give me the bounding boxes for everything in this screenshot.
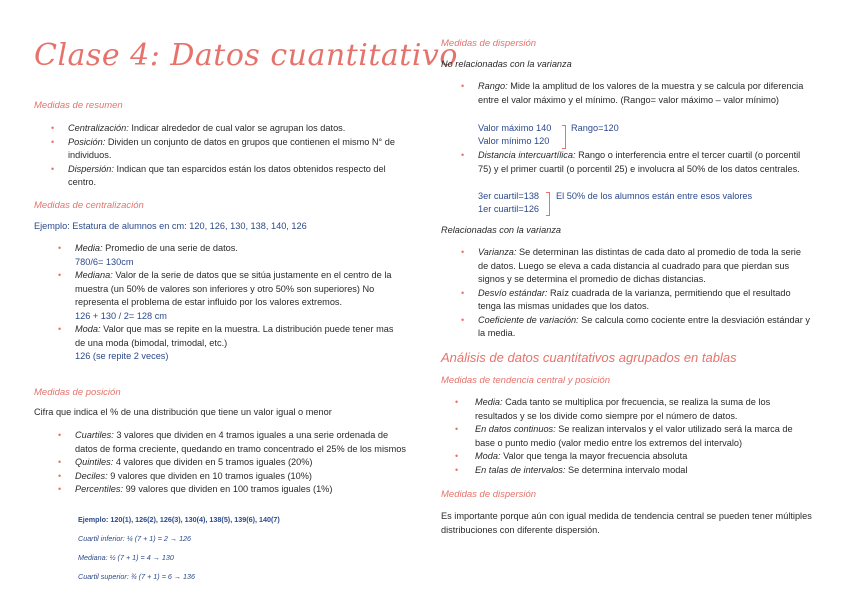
resumen-heading: Medidas de resumen <box>34 100 123 111</box>
valor-max: Valor máximo 140 <box>478 123 552 133</box>
list-item: • En datos continuos: Se realizan intervalos y el valor utilizado será la marca de base o punto medio (valor medio entre los extremos del intervalo) <box>455 424 793 448</box>
example-line: Cuartil inferior: ¼ (7 + 1) = 2 → 126 <box>78 534 192 543</box>
dist-list <box>461 149 813 176</box>
list-item: • Coeficiente de variación: Se calcula como cociente entre la desviación estándar y la media. <box>461 314 810 338</box>
list-item: • Media: Promedio de una serie de datos. 780/6= 130cm <box>58 243 238 267</box>
list-item: • Mediana: Valor de la serie de datos que se sitúa justamente en el centro de la muestra (un 50% de valores son inferiores y otro 50% son superiores) No representa el problema de estar influido por los valores extremos. 126 + 130 / 2= 128 cm <box>58 270 392 321</box>
page-title: Clase 4: Datos cuantitativo <box>34 38 458 73</box>
list-item: • Cuartiles: 3 valores que dividen en 4 tramos iguales a una serie ordenada de datos de forma creciente, quedando en tramo concentrado el 25% de los mismos <box>58 430 406 454</box>
centralizacion-list <box>58 242 406 364</box>
list-item: • Varianza: Se determinan las distintas de cada dato al promedio de toda la serie de datos. Luego se eleva a cada distancia al cuadrado para que pierdan sus signos y se determina el promedio de dichas distancias. <box>461 247 801 284</box>
q1-value: 1er cuartil=126 <box>478 204 540 214</box>
no-rel-heading: No relacionadas con la varianza <box>441 59 572 69</box>
dispersion2-heading: Medidas de dispersión <box>441 489 537 500</box>
list-item: • Percentiles: 99 valores que dividen en 100 tramos iguales (1%) <box>58 484 333 494</box>
list-item: • Media: Cada tanto se multiplica por frecuencia, se realiza la suma de los resultados y se los divide como siempre por el número de datos. <box>455 397 771 421</box>
list-item: • En talas de intervalos: Se determina intervalo modal <box>455 464 688 475</box>
agrupados-heading: Análisis de datos cuantitativos agrupados en tablas <box>441 350 737 365</box>
list-item: • Moda: Valor que tenga la mayor frecuencia absoluta <box>455 451 688 461</box>
list-item: • Quintiles: 4 valores que dividen en 5 tramos iguales (20%) <box>58 457 313 467</box>
final-text: Es importante porque aún con igual medida de tendencia central se pueden tener múltiples distribuciones con diferente dispersión. <box>441 511 812 535</box>
valor-min: Valor mínimo 120 <box>478 136 550 146</box>
q-note: El 50% de los alumnos están entre esos valores <box>556 191 753 201</box>
dispersion-heading: Medidas de dispersión <box>441 38 537 49</box>
posicion-list <box>58 429 408 497</box>
rel-heading: Relacionadas con la varianza <box>441 225 562 235</box>
example-line: Mediana: ½ (7 + 1) = 4 → 130 <box>78 553 174 562</box>
list-item: • Centralización: Indicar alrededor de cual valor se agrupan los datos. <box>51 123 346 133</box>
rango-brace <box>562 125 566 149</box>
list-item: • Rango: Mide la amplitud de los valores de la muestra y se calcula por diferencia entre el valor máximo y el mínimo. (Rango= valor máximo – valor mínimo) <box>461 81 804 105</box>
ejemplo-text: Ejemplo: Estatura de alumnos en cm: 120, 126, 130, 138, 140, 126 <box>34 221 307 231</box>
no-rel-list <box>461 80 813 107</box>
rel-list <box>461 246 813 341</box>
example-line: Ejemplo: 120(1), 126(2), 126(3), 130(4), 138(5), 139(6), 140(7) <box>78 515 280 524</box>
list-item: • Deciles: 9 valores que dividen en 10 tramos iguales (10%) <box>58 470 312 481</box>
rango-result: Rango=120 <box>571 123 619 133</box>
list-item: • Posición: Dividen un conjunto de datos en grupos que contienen el mismo N° de individuos. <box>51 136 395 160</box>
tendencia-list <box>455 396 813 477</box>
posicion-intro: Cifra que indica el % de una distribución que tiene un valor igual o menor <box>34 407 332 417</box>
q-brace <box>546 192 550 216</box>
media-calc: 780/6= 130cm <box>75 256 134 267</box>
list-item: • Moda: Valor que mas se repite en la muestra. La distribución puede tener mas de una moda (bimodal, trimodal, etc.) 126 (se repite 2 veces) <box>58 324 394 361</box>
centralizacion-heading: Medidas de centralización <box>34 200 144 211</box>
list-item: • Distancia intercuartílica: Rango o interferencia entre el tercer cuartil (o porcentil 75) y el primer cuartil (o porcentil 25) e involucra al 50% de los datos centrales. <box>461 150 801 174</box>
example-line: Cuartil superior: ¾ (7 + 1) = 6 → 136 <box>78 572 196 581</box>
mediana-calc: 126 + 130 / 2= 128 cm <box>75 310 167 321</box>
tendencia-heading: Medidas de tendencia central y posición <box>441 375 610 386</box>
moda-calc: 126 (se repite 2 veces) <box>75 351 169 361</box>
resumen-list <box>51 122 406 190</box>
list-item: • Desvío estándar: Raíz cuadrada de la varianza, permitiendo que el resultado tenga las mismas unidades que los datos. <box>461 287 791 311</box>
posicion-heading: Medidas de posición <box>34 387 121 398</box>
q3-value: 3er cuartil=138 <box>478 191 540 201</box>
list-item: • Dispersión: Indican que tan esparcidos están los datos obtenidos respecto del centro. <box>51 163 386 187</box>
